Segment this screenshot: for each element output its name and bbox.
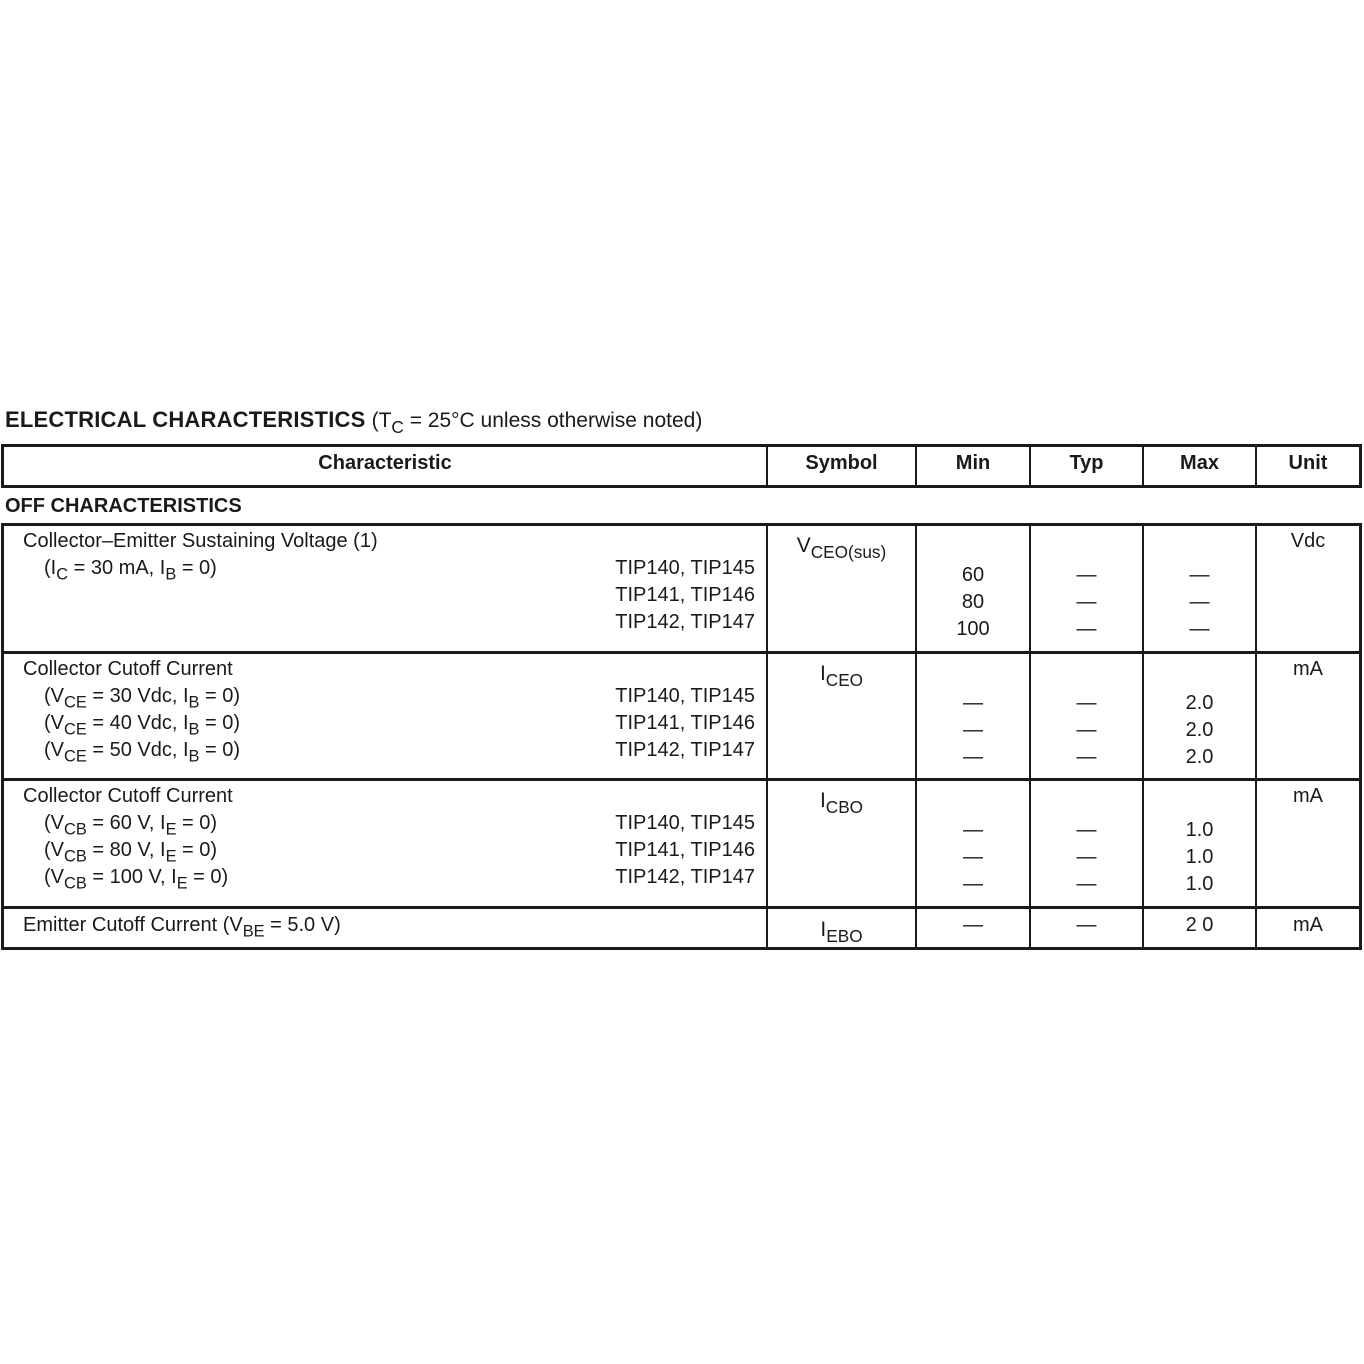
table-bottom-border <box>1 947 1362 950</box>
row-condition: ($V_{CE} = 30$ Vdc, $I_B = 0$) <box>44 685 241 712</box>
row2-bottom-border <box>1 778 1362 781</box>
row-symbol: $V_{CEO(sus)}$ <box>796 534 887 563</box>
value-min: — <box>963 846 983 868</box>
device-label: TIP141, TIP146 <box>615 584 755 606</box>
value-min: 60 <box>961 564 985 586</box>
row-unit: mA <box>1293 785 1323 807</box>
device-label: TIP140, TIP145 <box>615 557 755 579</box>
value-typ: — <box>1076 846 1097 868</box>
row-condition: ($V_{CB} = 80$ V, $I_E = 0$) <box>44 839 218 866</box>
value-max: 1.0 <box>1185 819 1214 841</box>
value-max: — <box>1189 564 1210 586</box>
row-name: Collector Cutoff Current <box>23 785 233 807</box>
row-condition: ($V_{CB} = 60$ V, $I_E = 0$) <box>44 812 218 839</box>
value-typ: — <box>1076 746 1097 768</box>
header-top-border <box>1 444 1362 447</box>
value-typ: — <box>1076 692 1097 714</box>
row-symbol: $I_{CBO}$ <box>819 789 864 818</box>
value-min: — <box>963 719 983 741</box>
row-condition: ($I_C = 30$ mA, $I_B = 0$) <box>44 557 217 584</box>
header-bottom-border <box>1 485 1362 488</box>
device-label: TIP140, TIP145 <box>615 812 755 834</box>
value-typ: — <box>1076 591 1097 613</box>
value-max: 2 0 <box>1185 914 1214 936</box>
value-max: 2.0 <box>1185 692 1214 714</box>
body-right-border <box>1359 523 1362 950</box>
value-max: — <box>1189 591 1210 613</box>
value-typ: — <box>1076 914 1097 936</box>
row-unit: Vdc <box>1290 530 1326 552</box>
value-typ: — <box>1076 819 1097 841</box>
body-divider-symbol <box>766 523 768 950</box>
row-condition: ($V_{CE} = 40$ Vdc, $I_B = 0$) <box>44 712 241 739</box>
title-bold: ELECTRICAL CHARACTERISTICS <box>5 407 366 432</box>
header-min: Min <box>955 452 991 474</box>
header-max: Max <box>1180 452 1219 474</box>
value-min: — <box>963 692 983 714</box>
value-typ: — <box>1076 873 1097 895</box>
device-label: TIP140, TIP145 <box>615 685 755 707</box>
header-symbol: Symbol <box>805 452 878 474</box>
device-label: TIP142, TIP147 <box>615 739 755 761</box>
value-min: — <box>963 914 983 936</box>
device-label: TIP141, TIP146 <box>615 712 755 734</box>
row-symbol: $I_{EBO}$ <box>820 918 863 947</box>
body-left-border <box>1 523 4 950</box>
row-unit: mA <box>1293 914 1323 936</box>
value-min: — <box>963 746 983 768</box>
value-max: 2.0 <box>1185 719 1214 741</box>
row-name: Collector Cutoff Current <box>23 658 233 680</box>
device-label: TIP141, TIP146 <box>615 839 755 861</box>
header-unit: Unit <box>1288 452 1328 474</box>
value-typ: — <box>1076 564 1097 586</box>
value-typ: — <box>1076 719 1097 741</box>
row-name: Emitter Cutoff Current ($V_{BE} = 5.0$ V) <box>23 914 341 941</box>
section-bottom-border <box>1 523 1362 526</box>
table-title <box>5 407 703 438</box>
value-min: 100 <box>956 618 990 640</box>
row-unit: mA <box>1293 658 1323 680</box>
value-max: — <box>1189 618 1210 640</box>
value-max: 1.0 <box>1185 873 1214 895</box>
header-typ: Typ <box>1069 452 1104 474</box>
header-right-border <box>1359 444 1362 488</box>
row-name: Collector–Emitter Sustaining Voltage (1) <box>23 530 378 552</box>
value-min: 80 <box>961 591 985 613</box>
row3-bottom-border <box>1 906 1362 909</box>
device-label: TIP142, TIP147 <box>615 866 755 888</box>
row1-bottom-border <box>1 651 1362 654</box>
section-title: OFF CHARACTERISTICS <box>5 495 242 517</box>
body-divider-unit <box>1255 523 1257 950</box>
device-label: TIP142, TIP147 <box>615 611 755 633</box>
value-min: — <box>963 873 983 895</box>
value-min: — <box>963 819 983 841</box>
row-condition: ($V_{CB} = 100$ V, $I_E = 0$) <box>44 866 229 893</box>
row-condition: ($V_{CE} = 50$ Vdc, $I_B = 0$) <box>44 739 241 766</box>
value-typ: — <box>1076 618 1097 640</box>
value-max: 2.0 <box>1185 746 1214 768</box>
header-characteristic: Characteristic <box>318 452 452 474</box>
title-note: ($T_C = 25^\circ C$ unless otherwise noted) <box>371 409 703 438</box>
value-max: 1.0 <box>1185 846 1214 868</box>
row-symbol: $I_{CEO}$ <box>819 662 864 691</box>
